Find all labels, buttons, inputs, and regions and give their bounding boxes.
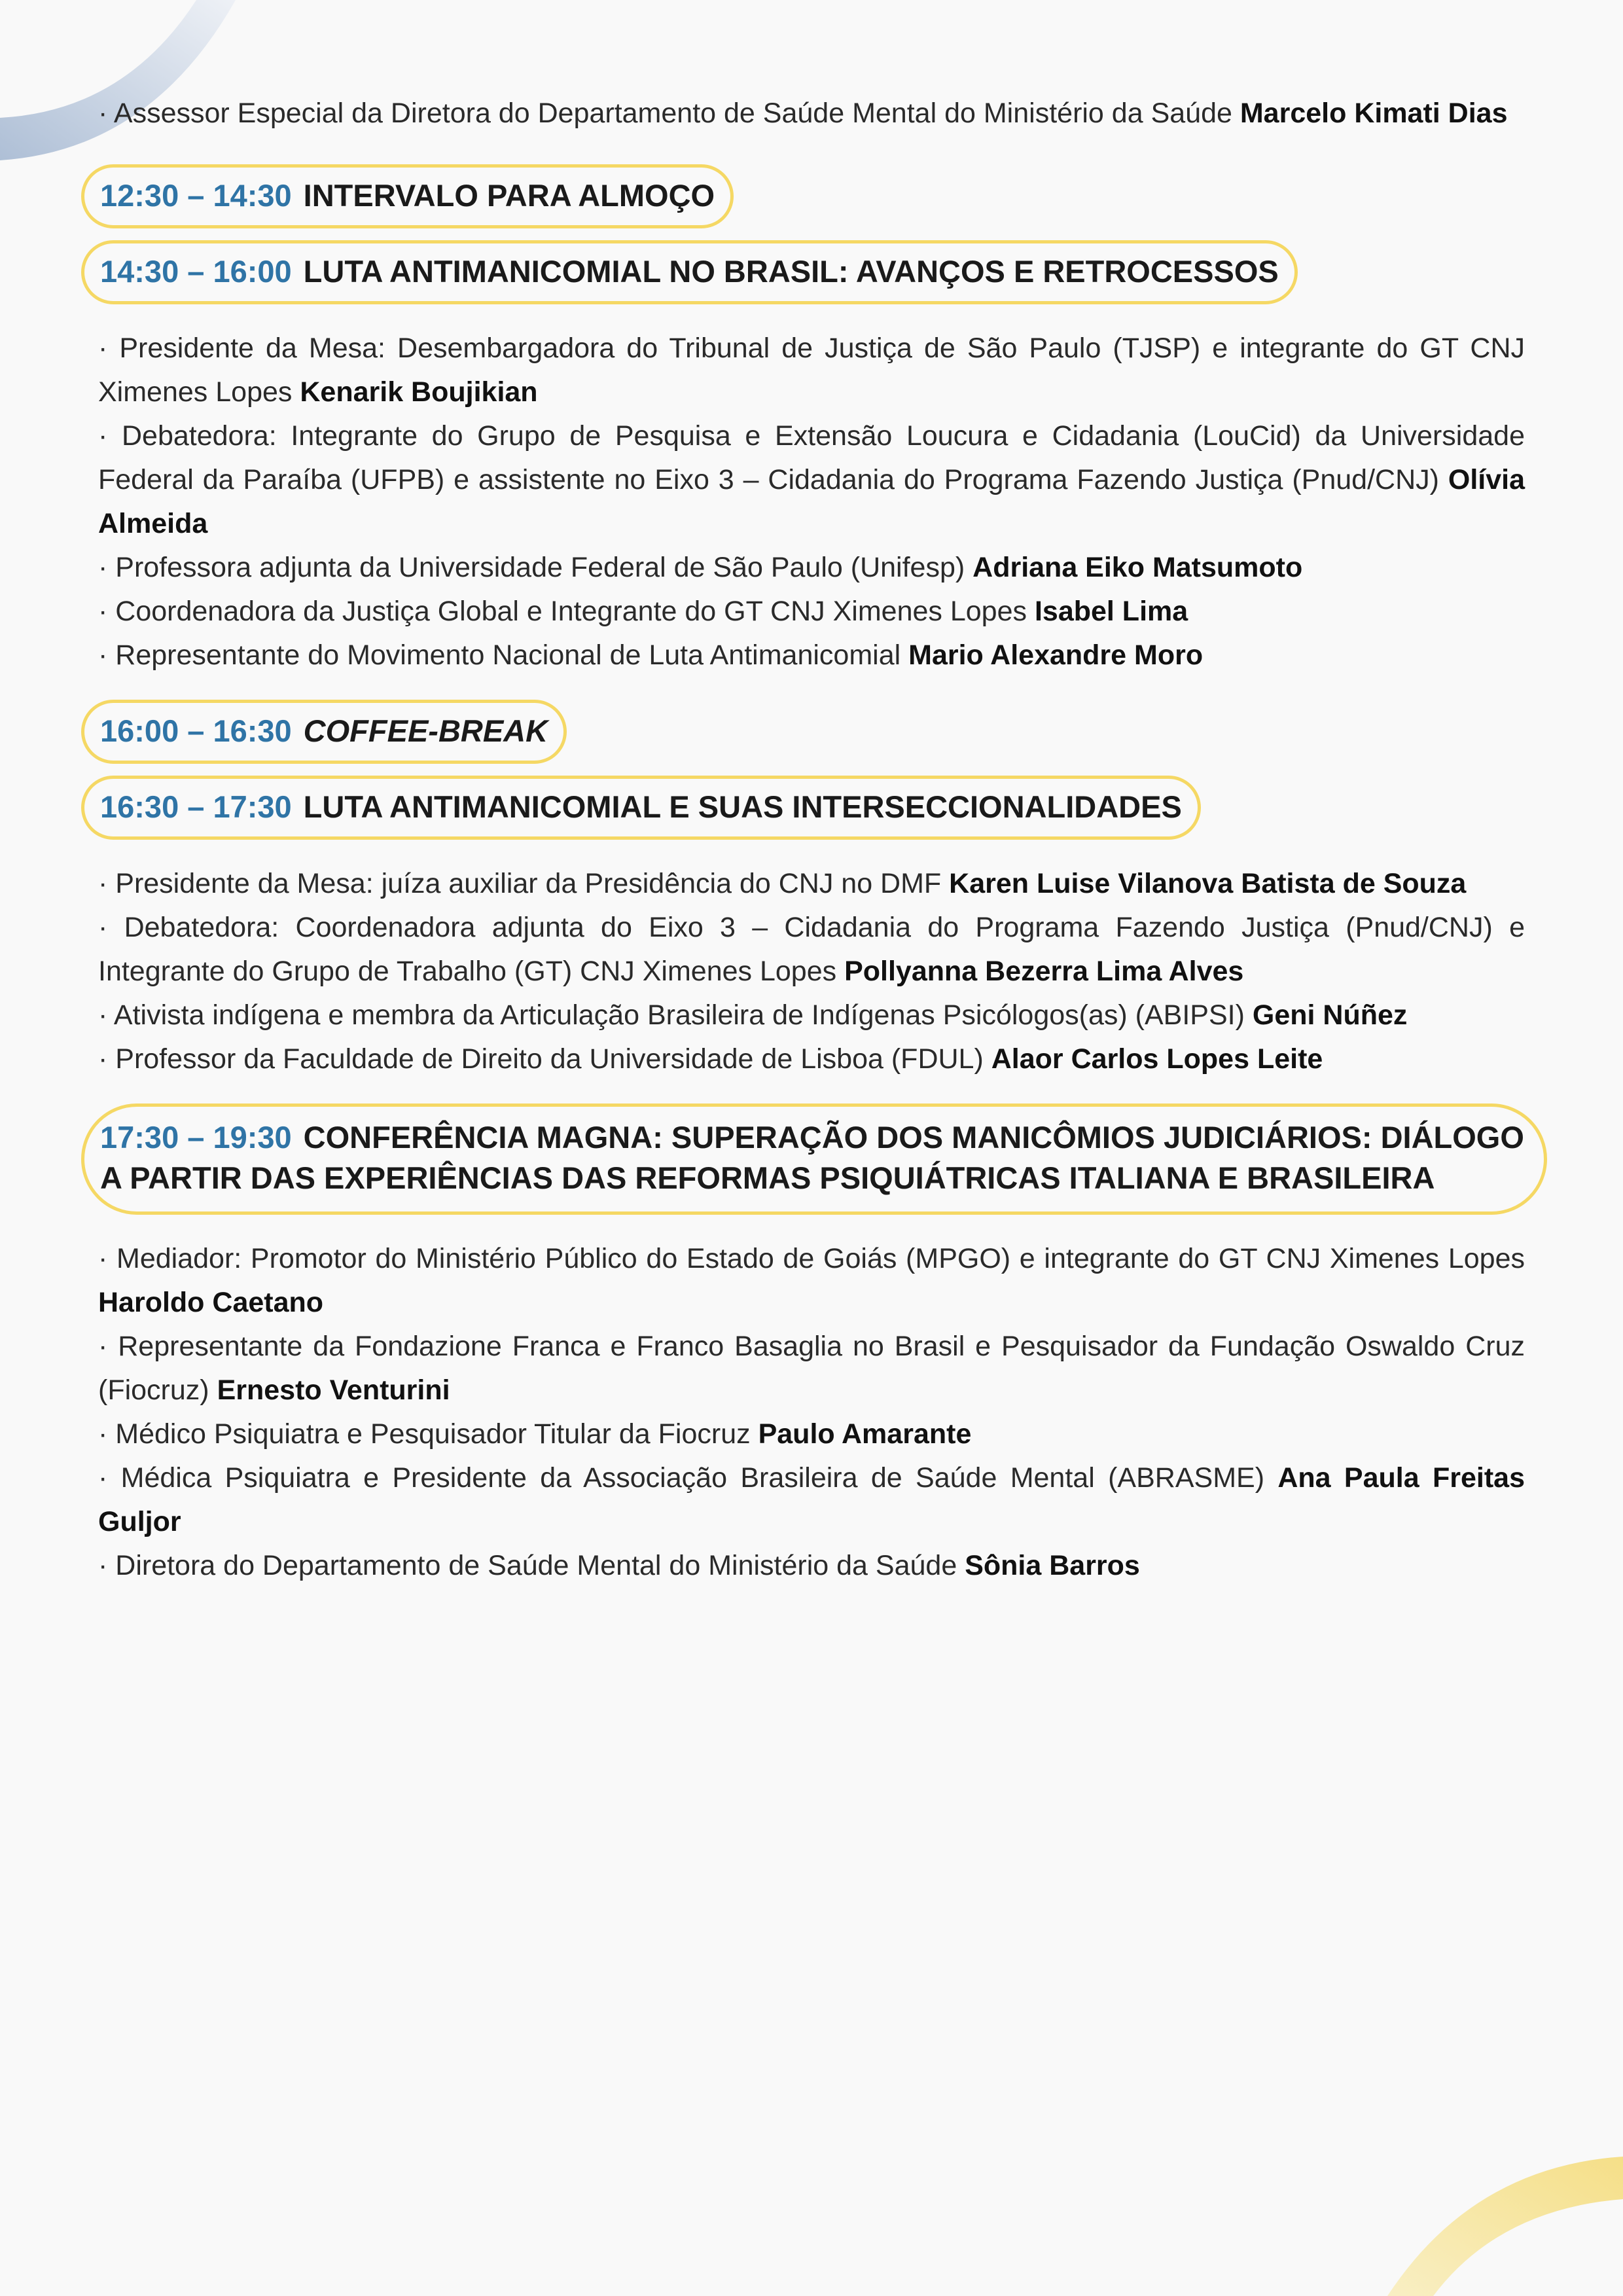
- speaker-role: · Médica Psiquiatra e Presidente da Associação Brasileira de Saúde Mental (ABRASME): [98, 1462, 1278, 1494]
- speaker-role: · Presidente da Mesa: Desembargadora do Tribunal de Justiça de São Paulo (TJSP) e integrante do GT CNJ Ximenes Lopes: [98, 332, 1525, 408]
- speaker-item: [98, 1237, 1525, 1325]
- session-time: 16:30 – 17:30: [100, 789, 292, 824]
- speaker-item: [98, 994, 1525, 1037]
- speaker-role: · Representante da Fondazione Franca e Franco Basaglia no Brasil e Pesquisador da Fundação Oswaldo Cruz (Fiocruz): [98, 1331, 1525, 1406]
- speaker-role: · Médico Psiquiatra e Pesquisador Titular da Fiocruz: [98, 1418, 758, 1450]
- speaker-role: · Coordenadora da Justiça Global e Integrante do GT CNJ Ximenes Lopes: [98, 596, 1035, 627]
- session-time: 17:30 – 19:30: [100, 1120, 292, 1155]
- session-speakers-list: [98, 327, 1525, 677]
- corner-arc-bottom-right: [1361, 2153, 1623, 2296]
- speaker-name: Olívia Almeida: [98, 464, 1525, 539]
- speaker-item: [98, 1456, 1525, 1544]
- session-antimanicomial-brasil: [81, 240, 1298, 304]
- speaker-item: [98, 1544, 1525, 1588]
- speaker-name: Mario Alexandre Moro: [908, 639, 1204, 671]
- speaker-role: · Presidente da Mesa: juíza auxiliar da Presidência do CNJ no DMF: [98, 868, 950, 899]
- session-coffee-break: [81, 700, 567, 764]
- session-title: LUTA ANTIMANICOMIAL NO BRASIL: AVANÇOS E RETROCESSOS: [303, 254, 1279, 289]
- speaker-role: · Mediador: Promotor do Ministério Público do Estado de Goiás (MPGO) e integrante do GT CNJ Ximenes Lopes: [98, 1243, 1525, 1274]
- speaker-name: Adriana Eiko Matsumoto: [972, 552, 1303, 583]
- speaker-item: [98, 906, 1525, 994]
- session-speakers-list: [98, 1237, 1525, 1588]
- speaker-item: [98, 414, 1525, 546]
- speaker-item: [98, 862, 1525, 906]
- session-time: 16:00 – 16:30: [100, 713, 292, 748]
- intro-name: Marcelo Kimati Dias: [1240, 98, 1508, 129]
- speaker-role: · Ativista indígena e membra da Articulação Brasileira de Indígenas Psicólogos(as) (ABIPSI): [98, 999, 1253, 1031]
- speaker-item: [98, 634, 1525, 677]
- session-conferencia-magna: [81, 1103, 1547, 1215]
- speaker-name: Ernesto Venturini: [217, 1374, 450, 1406]
- speaker-name: Alaor Carlos Lopes Leite: [991, 1043, 1323, 1075]
- speaker-role: · Debatedora: Integrante do Grupo de Pesquisa e Extensão Loucura e Cidadania (LouCid) da Universidade Federal da Paraíba (UFPB) e assistente no Eixo 3 – Cidadania do Programa Fazendo Justiça (Pnud/CNJ): [98, 420, 1525, 495]
- session-time: 14:30 – 16:00: [100, 254, 292, 289]
- speaker-role: · Professor da Faculdade de Direito da Universidade de Lisboa (FDUL): [98, 1043, 991, 1075]
- speaker-name: Pollyanna Bezerra Lima Alves: [844, 956, 1244, 987]
- speaker-name: Geni Núñez: [1252, 999, 1408, 1031]
- speaker-role: · Diretora do Departamento de Saúde Mental do Ministério da Saúde: [98, 1550, 965, 1581]
- session-lunch: [81, 164, 734, 228]
- session-time: 12:30 – 14:30: [100, 178, 292, 213]
- speaker-role: · Professora adjunta da Universidade Federal de São Paulo (Unifesp): [98, 552, 973, 583]
- speaker-item: [98, 1037, 1525, 1081]
- speaker-name: Isabel Lima: [1034, 596, 1188, 627]
- speaker-item: [98, 327, 1525, 414]
- intro-paragraph: [98, 92, 1525, 135]
- speaker-name: Sônia Barros: [965, 1550, 1140, 1581]
- session-speakers-list: [98, 862, 1525, 1081]
- intro-text: · Assessor Especial da Diretora do Departamento de Saúde Mental do Ministério da Saúde: [98, 98, 1240, 129]
- speaker-role: · Debatedora: Coordenadora adjunta do Eixo 3 – Cidadania do Programa Fazendo Justiça (Pnud/CNJ) e Integrante do Grupo de Trabalho (GT) CNJ Ximenes Lopes: [98, 912, 1525, 987]
- speaker-name: Paulo Amarante: [758, 1418, 972, 1450]
- speaker-item: [98, 590, 1525, 634]
- session-title: CONFERÊNCIA MAGNA: SUPERAÇÃO DOS MANICÔMIOS JUDICIÁRIOS: DIÁLOGO A PARTIR DAS EXPERIÊNCIAS DAS REFORMAS PSIQUIÁTRICAS ITALIANA E BRASILEIRA: [100, 1120, 1524, 1195]
- speaker-name: Haroldo Caetano: [98, 1287, 324, 1318]
- speaker-item: [98, 1325, 1525, 1412]
- speaker-name: Ana Paula Freitas Guljor: [98, 1462, 1525, 1537]
- session-interseccionalidades: [81, 776, 1201, 840]
- speaker-name: Kenarik Boujikian: [300, 376, 538, 408]
- speaker-role: · Representante do Movimento Nacional de Luta Antimanicomial: [98, 639, 909, 671]
- session-title: LUTA ANTIMANICOMIAL E SUAS INTERSECCIONALIDADES: [303, 789, 1182, 824]
- speaker-item: [98, 546, 1525, 590]
- session-title: COFFEE-BREAK: [303, 713, 548, 748]
- speaker-name: Karen Luise Vilanova Batista de Souza: [949, 868, 1467, 899]
- program-page: [98, 92, 1525, 1588]
- session-title: INTERVALO PARA ALMOÇO: [303, 178, 715, 213]
- speaker-item: [98, 1412, 1525, 1456]
